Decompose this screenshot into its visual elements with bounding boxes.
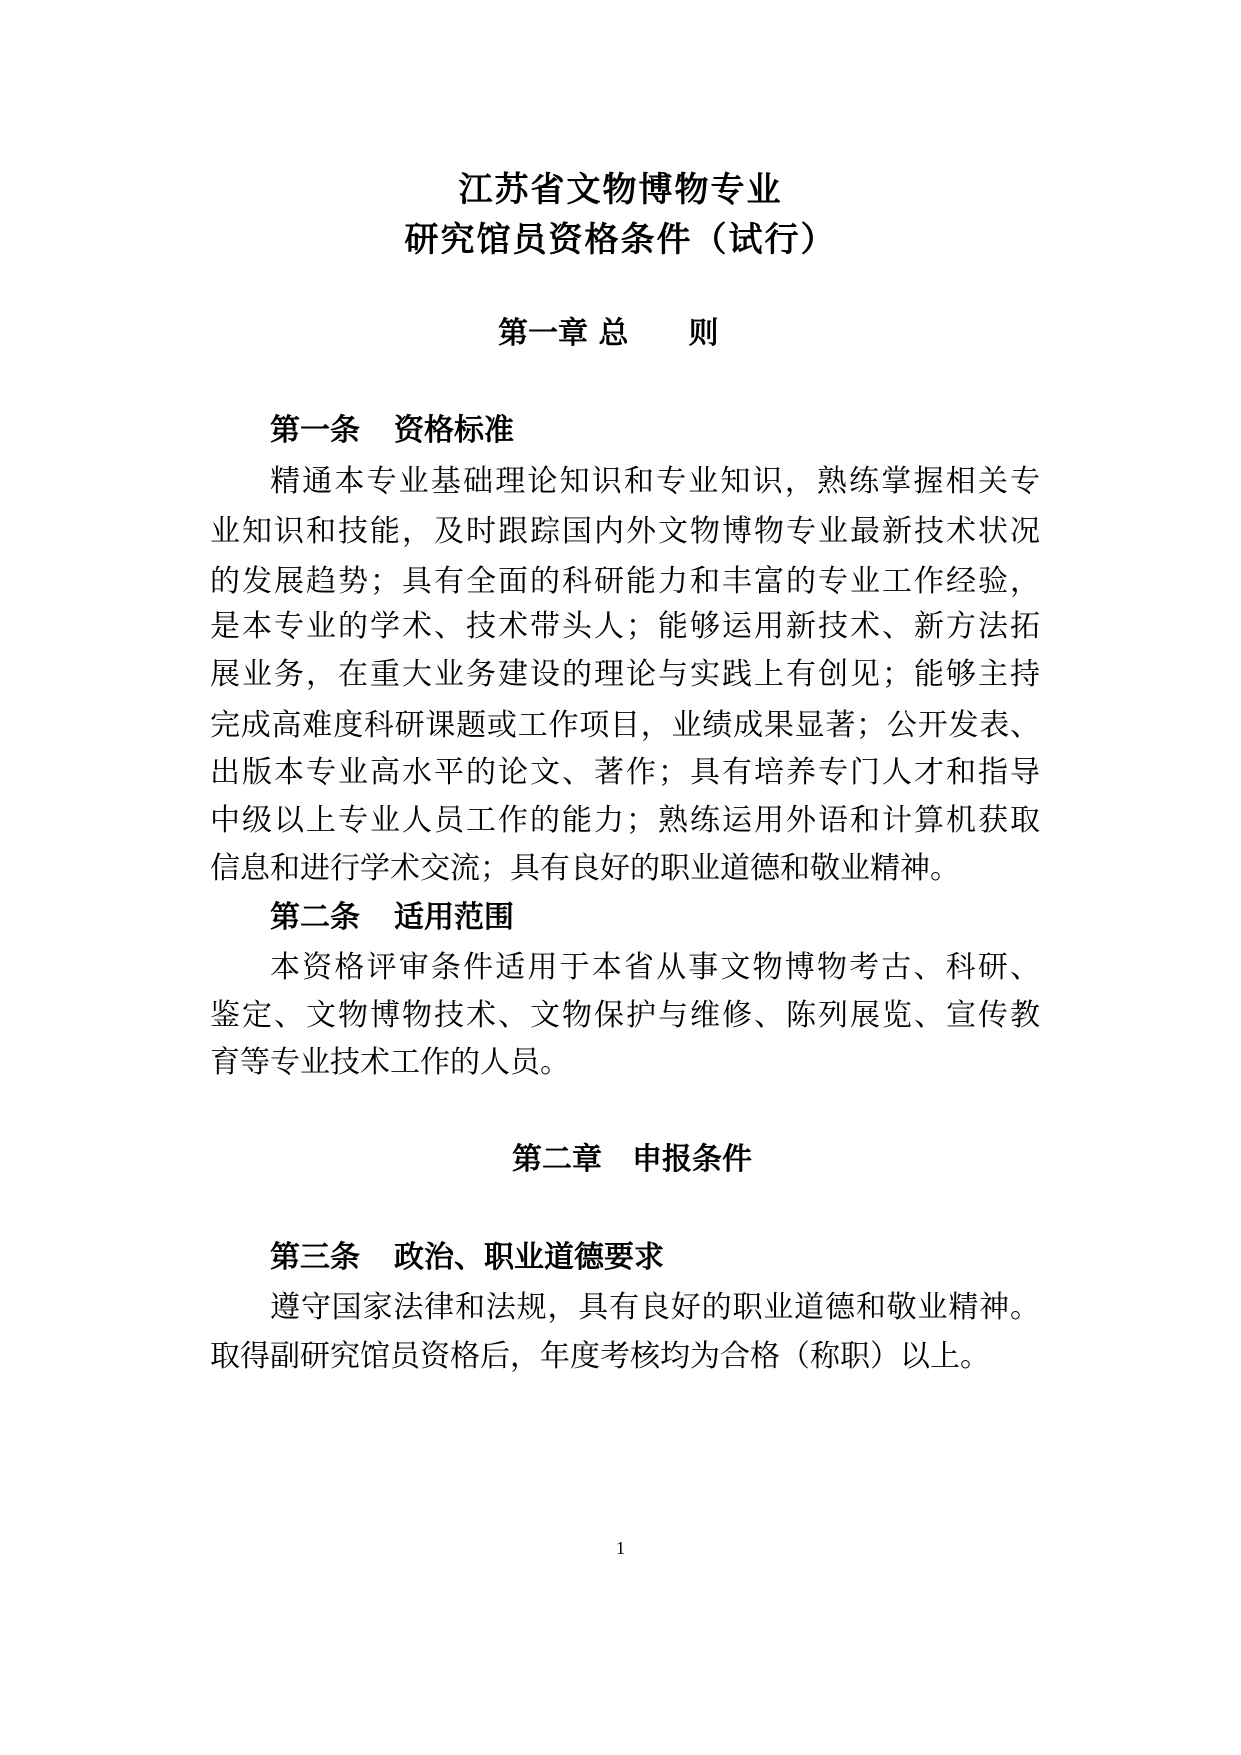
article-1-line: 展业务，在重大业务建设的理论与实践上有创见；能够主持 [210,657,1040,692]
chapter-1-label: 第一章 [498,316,588,351]
article-2-heading [270,898,514,938]
article-1-line: 信息和进行学术交流；具有良好的职业道德和敬业精神。 [210,851,960,886]
article-1-line: 精通本专业基础理论知识和专业知识，熟练掌握相关专 [270,464,1040,499]
article-2-line: 本资格评审条件适用于本省从事文物博物考古、科研、 [270,950,1040,985]
article-1-heading [270,411,514,451]
article-3-heading [270,1238,664,1278]
article-3-name: 政治、职业道德要求 [394,1240,664,1275]
document-title-line1: 江苏省文物博物专业 [458,170,783,210]
article-1-line: 是本专业的学术、技术带头人；能够运用新技术、新方法拓 [210,609,1040,644]
chapter-2-heading [512,1140,752,1180]
article-3-line: 遵守国家法律和法规，具有良好的职业道德和敬业精神。 [270,1290,1040,1325]
chapter-1-name: 总 则 [598,316,719,351]
document-title-line2: 研究馆员资格条件（试行） [404,220,837,260]
article-1-line: 业知识和技能，及时跟踪国内外文物博物专业最新技术状况 [210,514,1040,549]
article-3-line: 取得副研究馆员资格后，年度考核均为合格（称职）以上。 [210,1339,990,1374]
article-2-line: 鉴定、文物博物技术、文物保护与维修、陈列展览、宣传教 [210,998,1040,1033]
article-1-number: 第一条 [270,413,360,448]
chapter-2-name: 申报条件 [632,1142,752,1177]
chapter-2-label: 第二章 [512,1142,602,1177]
article-1-name: 资格标准 [394,413,514,448]
article-2-name: 适用范围 [394,900,514,935]
article-1-line: 完成高难度科研课题或工作项目，业绩成果显著；公开发表、 [210,708,1040,743]
article-2-number: 第二条 [270,900,360,935]
article-3-number: 第三条 [270,1240,360,1275]
article-2-line: 育等专业技术工作的人员。 [210,1045,570,1080]
chapter-1-heading [498,314,718,354]
article-1-line: 出版本专业高水平的论文、著作；具有培养专门人才和指导 [210,755,1040,790]
article-1-line: 中级以上专业人员工作的能力；熟练运用外语和计算机获取 [210,803,1040,838]
page-number: 1 [616,1538,625,1558]
article-1-line: 的发展趋势；具有全面的科研能力和丰富的专业工作经验， [210,564,1040,599]
